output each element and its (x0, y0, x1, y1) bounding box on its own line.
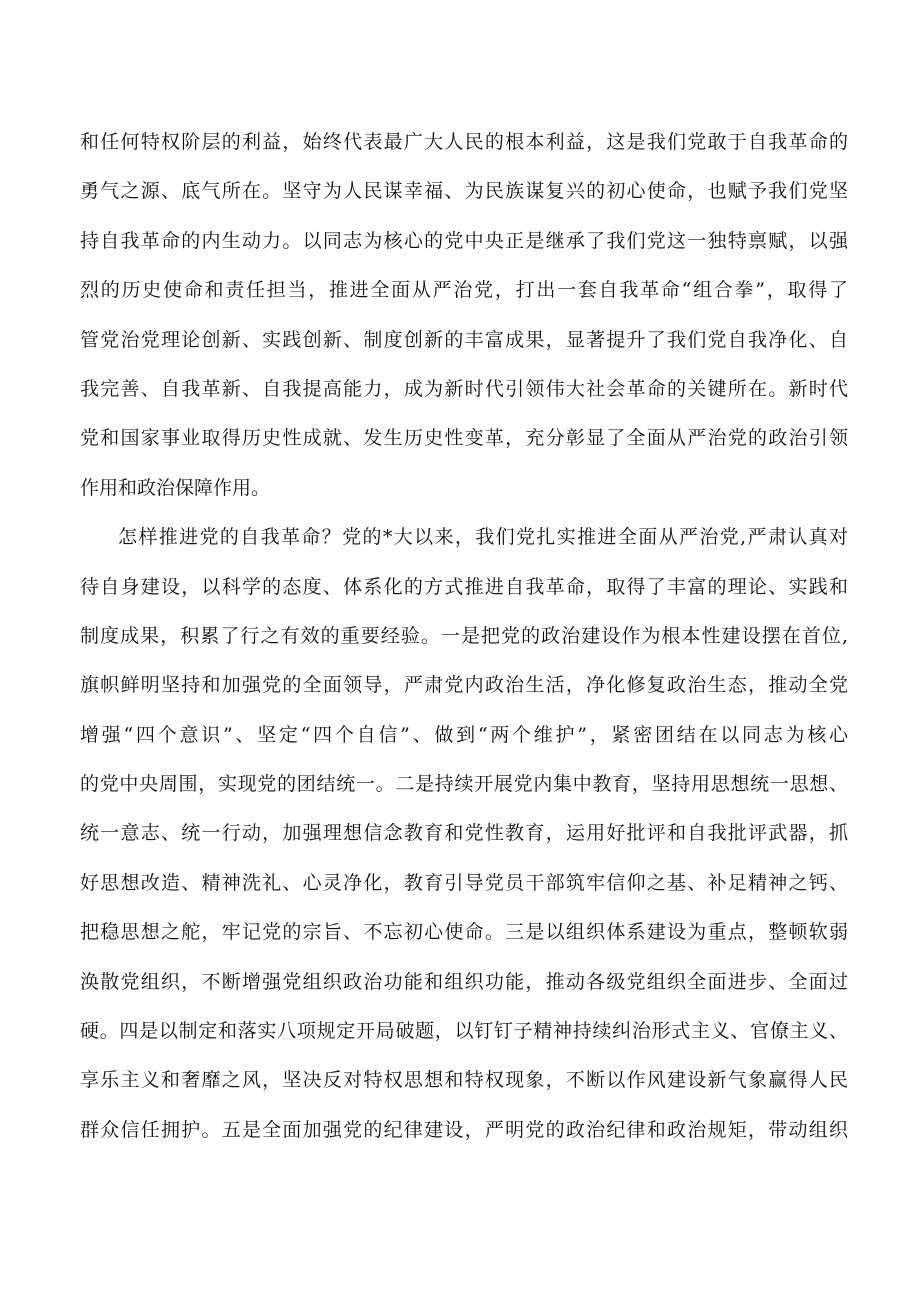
paragraph-2-line-9: 把稳思想之舵，牢记党的宗旨、不忘初心使命。三是以组织体系建设为重点，整顿软弱 (80, 921, 848, 944)
paragraph-2-line-13: 群众信任拥护。五是全面加强党的纪律建设，严明党的政治纪律和政治规矩，带动组织 (80, 1118, 848, 1141)
paragraph-2-line-11: 硬。四是以制定和落实八项规定开局破题，以钉钉子精神持续纠治形式主义、官僚主义、 (80, 1020, 848, 1043)
paragraph-2-line-8: 好思想改造、精神洗礼、心灵净化，教育引导党员干部筑牢信仰之基、补足精神之钙、 (80, 871, 848, 894)
body-text (80, 118, 848, 1155)
paragraph-2-line-7: 统一意志、统一行动，加强理想信念教育和党性教育，运用好批评和自我批评武器，抓 (80, 822, 848, 845)
paragraph-1-line-2: 勇气之源、底气所在。坚守为人民谋幸福、为民族谋复兴的初心使命，也赋予我们党坚 (80, 180, 848, 203)
paragraph-2-line-1: 怎样推进党的自我革命？党的*大以来，我们党扎实推进全面从严治党,严肃认真对 (118, 526, 848, 549)
paragraph-1-line-4: 烈的历史使命和责任担当，推进全面从严治党，打出一套自我革命“组合拳”，取得了 (80, 279, 848, 302)
paragraph-2-line-6: 的党中央周围，实现党的团结统一。二是持续开展党内集中教育，坚持用思想统一思想、 (80, 773, 848, 796)
paragraph-1-line-8: 作用和政治保障作用。 (80, 476, 271, 499)
paragraph-2-line-4: 旗帜鲜明坚持和加强党的全面领导，严肃党内政治生活，净化修复政治生态，推动全党 (80, 674, 848, 697)
paragraph-1-line-1: 和任何特权阶层的利益，始终代表最广大人民的根本利益，这是我们党敢于自我革命的 (80, 131, 848, 153)
paragraph-2-line-12: 享乐主义和奢靡之风，坚决反对特权思想和特权现象，不断以作风建设新气象赢得人民 (80, 1069, 848, 1092)
paragraph-1-line-5: 管党治党理论创新、实践创新、制度创新的丰富成果，显著提升了我们党自我净化、自 (80, 328, 848, 351)
paragraph-2-line-5: 增强“四个意识”、坚定“四个自信”、做到“两个维护”，紧密团结在以同志为核心 (80, 723, 848, 746)
paragraph-2-line-2: 待自身建设，以科学的态度、体系化的方式推进自我革命，取得了丰富的理论、实践和 (80, 575, 848, 598)
paragraph-1-line-7: 党和国家事业取得历史性成就、发生历史性变革，充分彰显了全面从严治党的政治引领 (80, 427, 848, 450)
paragraph-1-line-3: 持自我革命的内生动力。以同志为核心的党中央正是继承了我们党这一独特禀赋，以强 (80, 229, 848, 252)
paragraph-2-line-3: 制度成果，积累了行之有效的重要经验。一是把党的政治建设作为根本性建设摆在首位, (80, 624, 848, 647)
paragraph-1-line-6: 我完善、自我革新、自我提高能力，成为新时代引领伟大社会革命的关键所在。新时代 (80, 377, 848, 400)
paragraph-2-line-10: 涣散党组织，不断增强党组织政治功能和组织功能，推动各级党组织全面进步、全面过 (80, 970, 848, 993)
